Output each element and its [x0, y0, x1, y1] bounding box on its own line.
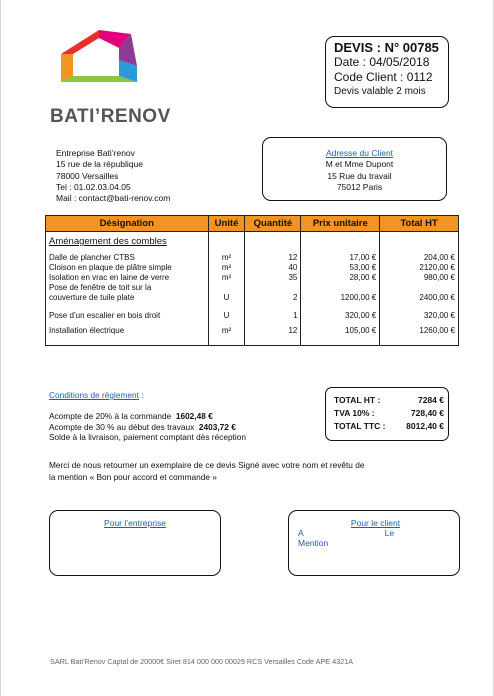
row-total-value: 2400,00 € — [419, 293, 455, 302]
client-code: Code Client : 0112 — [334, 70, 433, 84]
row-quantity: 40 — [245, 263, 301, 273]
row-quantity: 1 — [245, 311, 301, 326]
quote-validity: Devis valable 2 mois — [334, 86, 426, 97]
client-signature-date: Le — [384, 528, 395, 538]
header-designation: Désignation — [46, 216, 209, 232]
row-total: 320,00 € — [380, 311, 459, 326]
client-signature-mention: Mention — [298, 538, 329, 548]
header-unit-price: Prix unitaire — [301, 216, 380, 232]
company-logo — [41, 28, 171, 127]
items-table — [45, 215, 459, 346]
deposit-1-amount: 1602,48 € — [175, 411, 213, 422]
row-designation: Cloison en plaque de plâtre simple — [46, 263, 209, 273]
row-quantity: 35 — [245, 273, 301, 283]
row-price: 17,00 € — [301, 253, 380, 263]
header-total-ht: Total HT — [380, 216, 459, 232]
company-tel: Tel : 01.02.03.04.05 — [56, 181, 131, 192]
conditions-heading — [49, 390, 246, 400]
company-address — [56, 148, 170, 204]
row-total: 1260,00 € — [380, 326, 459, 346]
deposit-2 — [49, 422, 246, 432]
table-header-row — [46, 216, 459, 232]
balance-terms: Solde à la livraison, paiement comptant dès réception — [49, 432, 246, 443]
company-signature-title: Pour l’entreprise — [104, 518, 166, 528]
row-price: 53,00 € — [301, 263, 380, 273]
payment-conditions — [49, 390, 246, 443]
conditions-title-suffix: : — [138, 390, 144, 400]
quote-date: Date : 04/05/2018 — [334, 55, 430, 69]
quote-info-box — [325, 36, 449, 108]
row-designation-line1: Pose de fenêtre de toit sur la — [49, 283, 152, 292]
deposit-2-amount: 2403,72 € — [198, 421, 236, 432]
house-logo-icon — [59, 28, 139, 98]
tva-value: 728,40 € — [410, 408, 444, 418]
total-ht-label: TOTAL HT : — [334, 395, 381, 405]
table-row — [46, 283, 459, 311]
row-price: 320,00 € — [301, 311, 380, 326]
tva-label: TVA 10% : — [334, 408, 375, 418]
row-designation: Pose d’un escalier en bois droit — [46, 311, 209, 326]
table-row — [46, 253, 459, 263]
row-unit — [208, 283, 245, 311]
deposit-1 — [49, 411, 246, 421]
row-unit: m² — [208, 326, 245, 346]
total-ttc-label: TOTAL TTC : — [334, 421, 386, 431]
total-ht-value: 7284 € — [418, 395, 444, 405]
client-signature-box[interactable] — [288, 510, 460, 576]
header-unit: Unité — [208, 216, 245, 232]
row-total — [380, 283, 459, 311]
table-row — [46, 311, 459, 326]
total-ttc-value: 8012,40 € — [406, 421, 444, 431]
row-unit: m² — [208, 253, 245, 263]
conditions-title: Conditions de règlement — [49, 390, 139, 400]
row-price: 105,00 € — [301, 326, 380, 346]
client-street: 15 Rue du travail — [327, 170, 392, 181]
company-signature-box[interactable] — [49, 510, 221, 576]
row-quantity: 12 — [245, 326, 301, 346]
deposit-2-label: Acompte de 30 % au début des travaux — [49, 421, 195, 432]
header-quantity: Quantité — [245, 216, 301, 232]
row-quantity-value: 2 — [292, 293, 298, 302]
row-quantity — [245, 283, 301, 311]
company-mail: Mail : contact@bati-renov.com — [56, 193, 171, 204]
row-total: 204,00 € — [380, 253, 459, 263]
row-quantity: 12 — [245, 253, 301, 263]
row-price-value: 1200,00 € — [340, 293, 377, 302]
row-unit: m² — [208, 273, 245, 283]
row-designation: Isolation en vrac en laine de verre — [46, 273, 209, 283]
row-price — [301, 283, 380, 311]
tva-row — [334, 407, 448, 420]
message-line-1: Merci de nous retourner un exemplaire de ce devis Signé avec votre nom et revêtu de — [49, 460, 365, 470]
legal-footer: SARL Bati’Renov Captal de 20000€ Siret 814 000 000 00029 RCS Versailles Code APE 4321A — [50, 657, 353, 666]
row-total: 980,00 € — [380, 273, 459, 283]
client-signature-title: Pour le client — [350, 518, 401, 528]
company-city: 78000 Versailles — [56, 170, 119, 181]
row-unit-value: U — [223, 293, 230, 302]
client-address-box — [262, 137, 447, 201]
client-city: 75012 Paris — [336, 181, 383, 192]
row-designation-line2: couverture de tuile plate — [49, 293, 135, 302]
client-signature-place: A — [298, 528, 304, 538]
total-ttc-row — [334, 420, 448, 433]
row-price: 28,00 € — [301, 273, 380, 283]
company-street: 15 rue de la république — [56, 159, 143, 170]
table-row — [46, 263, 459, 273]
message-line-2: la mention « Bon pour accord et commande » — [49, 471, 217, 482]
row-unit: U — [208, 311, 245, 326]
table-row — [46, 326, 459, 346]
row-unit: m² — [208, 263, 245, 273]
row-total: 2120,00 € — [380, 263, 459, 273]
client-name: M et Mme Dupont — [325, 159, 394, 170]
row-designation — [46, 283, 209, 311]
section-row — [46, 232, 459, 254]
row-designation: Dalle de plancher CTBS — [46, 253, 209, 263]
total-ht-row — [334, 394, 448, 407]
logo-text: BATI’RENOV — [50, 106, 171, 127]
quote-number: DEVIS : N° 00785 — [334, 40, 439, 55]
company-name: Entreprise Bati’renov — [56, 148, 135, 158]
return-message — [49, 460, 449, 483]
totals-box — [325, 387, 449, 441]
client-address-title: Adresse du Client — [325, 148, 394, 158]
section-title: Aménagement des combles — [46, 232, 209, 254]
table-row — [46, 273, 459, 283]
deposit-1-label: Acompte de 20% à la commande — [49, 411, 172, 422]
row-designation: Installation électrique — [46, 326, 209, 346]
